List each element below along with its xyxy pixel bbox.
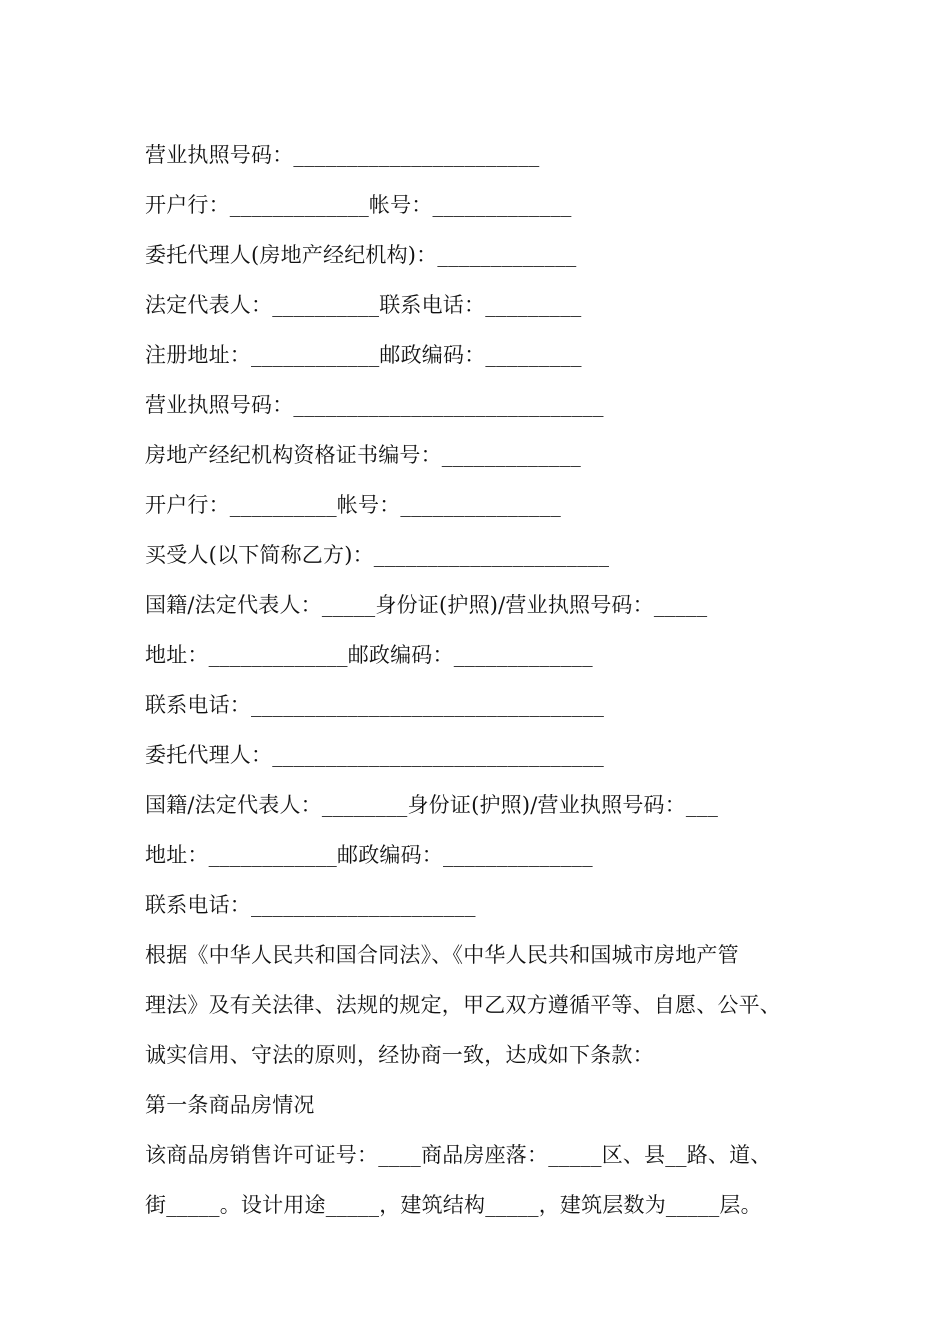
- buyer-address-postcode-line: 地址：_____________邮政编码：_____________: [145, 643, 593, 667]
- buyer-line: 买受人(以下简称乙方)：______________________: [145, 543, 610, 567]
- preamble-line-3: 诚实信用、守法的原则，经协商一致，达成如下条款：: [145, 1043, 654, 1067]
- buyer-agent-phone-line: 联系电话：_____________________: [145, 893, 476, 917]
- registered-address-postcode-line: 注册地址：____________邮政编码：_________: [145, 343, 582, 367]
- agency-certificate-number-line: 房地产经纪机构资格证书编号：_____________: [145, 443, 581, 467]
- bank-account-line: 开户行：_____________帐号：_____________: [145, 193, 572, 217]
- business-license-number-line-2: 营业执照号码：_____________________________: [145, 393, 604, 417]
- legal-representative-phone-line: 法定代表人：__________联系电话：_________: [145, 293, 582, 317]
- buyer-phone-line: 联系电话：_________________________________: [145, 693, 605, 717]
- preamble-line-1: 根据《中华人民共和国合同法》、《中华人民共和国城市房地产管: [145, 943, 739, 967]
- article-one-heading: 第一条商品房情况: [145, 1093, 315, 1117]
- buyer-agent-nationality-id-line: 国籍/法定代表人：________身份证(护照)/营业执照号码：___: [145, 793, 719, 817]
- buyer-agent-address-postcode-line: 地址：____________邮政编码：______________: [145, 843, 593, 867]
- business-license-number-line: 营业执照号码：_______________________: [145, 143, 540, 167]
- article-one-line-1: 该商品房销售许可证号：____商品房座落：_____区、县__路、道、: [145, 1143, 772, 1167]
- preamble-line-2: 理法》及有关法律、法规的规定，甲乙双方遵循平等、自愿、公平、: [145, 993, 781, 1017]
- bank-account-line-2: 开户行：__________帐号：_______________: [145, 493, 561, 517]
- agent-line: 委托代理人(房地产经纪机构)：_____________: [145, 243, 577, 267]
- article-one-line-2: 街_____。设计用途_____，建筑结构_____，建筑层数为_____层。: [145, 1193, 762, 1217]
- buyer-nationality-id-line: 国籍/法定代表人：_____身份证(护照)/营业执照号码：_____: [145, 593, 708, 617]
- document-body: [145, 130, 835, 1230]
- buyer-agent-line: 委托代理人：_______________________________: [145, 743, 604, 767]
